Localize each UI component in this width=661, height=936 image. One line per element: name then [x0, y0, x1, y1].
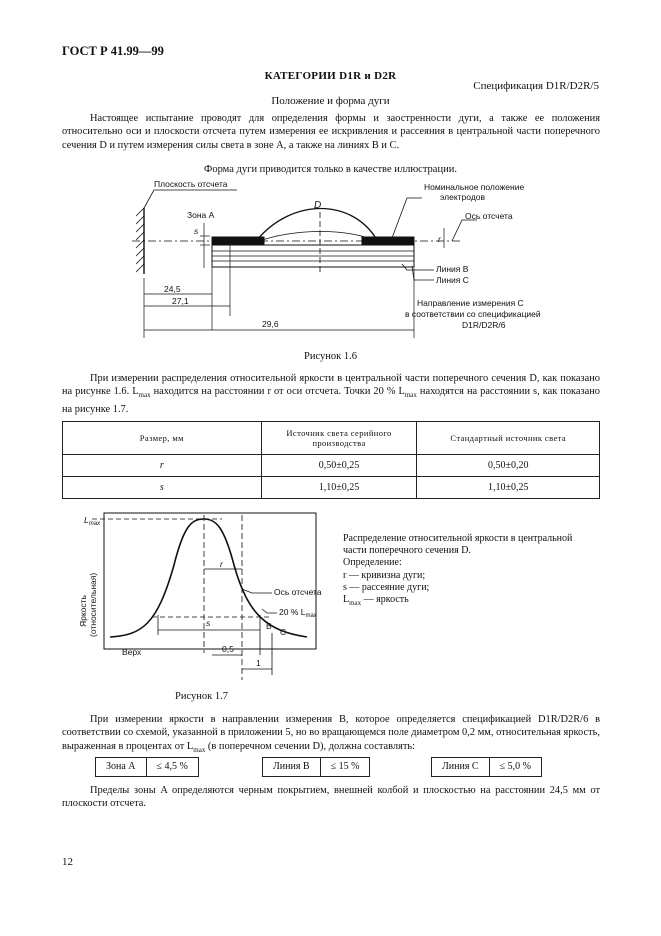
- table-cell: 0,50±0,25: [261, 455, 417, 477]
- intro-text: Настоящее испытание проводят для определения формы и заостренности дуги, а также ее положения относительно оси и плоскости отсчета путем измерения ее искривления и рассеяния в центральной части поперечного сечения D и путем измерения силы света в зоне A, а также на линиях B и C.: [62, 113, 600, 151]
- limit-zone-a: Зона A ≤ 4,5 %: [95, 757, 199, 777]
- lmax-label: $L_{max}$: [84, 515, 101, 527]
- measurement-paragraph: При измерении распределения относительной яркости в центральной части поперечного сечения D, как показано на рисунке 1.6. $L_{max}$ находится на расстоянии r от оси отсчета. Точки 20 % $L_{max}$ находятся на расстоянии s, как показано на рисунке 1.7.: [62, 373, 600, 415]
- r-mark: r: [438, 234, 441, 244]
- spec-reference: Спецификация D1R/D2R/5: [473, 80, 599, 92]
- b-label: B: [266, 621, 272, 631]
- table-cell: 1,10±0,25: [261, 477, 417, 499]
- figure-1-6-caption: Рисунок 1.6: [304, 351, 357, 362]
- page-number: 12: [62, 856, 73, 868]
- s-mark: s: [194, 226, 199, 236]
- table-cell: 0,50±0,20: [417, 455, 600, 477]
- limits-paragraph: При измерении яркости в направлении измерения B, которое определяется спецификацией D1R/D2R/6 в соответствии со схемой, указанной в приложении 5, но во вращающемся поле диаметром 0,2 мм, относительная яркость, выраженная в процентах от $L_{max}$ (в поперечном сечении D), должна составлять:: [62, 714, 600, 754]
- line-c-label: Линия C: [436, 275, 469, 285]
- reference-axis-label: Ось отсчета: [465, 211, 513, 221]
- dimensions-table: [62, 421, 600, 499]
- section-subtitle: Положение и форма дуги: [271, 95, 390, 107]
- c-label: C: [280, 627, 287, 637]
- r-label: r: [220, 559, 223, 569]
- table-header: Стандартный источник света: [417, 422, 600, 455]
- reference-plane-hatching: [136, 208, 144, 272]
- figure-1-7-caption: Рисунок 1.7: [175, 691, 228, 702]
- limit-line-b: Линия B ≤ 15 %: [262, 757, 370, 777]
- figure-1-6: [62, 178, 600, 348]
- dim-1-label: 1: [256, 658, 261, 668]
- twenty-percent-label: 20 % $L_{max}$: [279, 607, 317, 619]
- top-label: Верх: [122, 647, 142, 657]
- zone-paragraph: Пределы зоны A определяются черным покрытием, внешней колбой и плоскостью на расстоянии 24,5 мм от плоскости отсчета.: [62, 785, 600, 810]
- illustration-note: Форма дуги приводится только в качестве иллюстрации.: [204, 164, 457, 175]
- table-cell: 1,10±0,25: [417, 477, 600, 499]
- limit-line-c: Линия C ≤ 5,0 %: [431, 757, 542, 777]
- table-header-row: [63, 422, 600, 455]
- figure-1-7: [62, 505, 342, 687]
- line-b-label: Линия B: [436, 264, 469, 274]
- dimension-29-6: 29,6: [262, 319, 279, 329]
- reference-plane-label: Плоскость отсчета: [154, 179, 228, 189]
- section-title: КАТЕГОРИИ D1R и D2R: [264, 70, 397, 82]
- dim-0-5-label: 0,5: [222, 644, 234, 654]
- zone-a-label: Зона A: [187, 210, 215, 220]
- y-axis-label-2: (относительная): [88, 572, 98, 637]
- nominal-electrodes-label-1: Номинальное положение: [424, 182, 525, 192]
- table-row: [63, 477, 600, 499]
- table-header: Размер, мм: [63, 422, 262, 455]
- s-label: s: [206, 618, 211, 628]
- y-axis-label-1: Яркость: [78, 595, 88, 627]
- dimension-27-1: 27,1: [172, 296, 189, 306]
- table-cell: r: [63, 455, 262, 477]
- section-d-label: D: [314, 200, 322, 211]
- table-header: Источник света серийного производства: [261, 422, 417, 455]
- axis-ref-label: Ось отсчета: [274, 587, 322, 597]
- table-row: [63, 455, 600, 477]
- document-header: ГОСТ Р 41.99—99: [62, 44, 164, 58]
- intro-paragraph: [62, 112, 600, 152]
- direction-label-2: в соответствии со спецификацией: [405, 309, 541, 319]
- table-cell: s: [63, 477, 262, 499]
- figure-1-7-legend: Распределение относительной яркости в центральной части поперечного сечения D. Определение: r — кривизна дуги; s — рассеяние дуги; $L_{max}$ — яркость: [343, 533, 573, 608]
- direction-label-1: Направление измерения C: [417, 298, 524, 308]
- arc-lower-edge: [257, 232, 377, 243]
- dimension-24-5: 24,5: [164, 284, 181, 294]
- nominal-electrodes-label-2: электродов: [440, 192, 486, 202]
- direction-label-3: D1R/D2R/6: [462, 320, 506, 330]
